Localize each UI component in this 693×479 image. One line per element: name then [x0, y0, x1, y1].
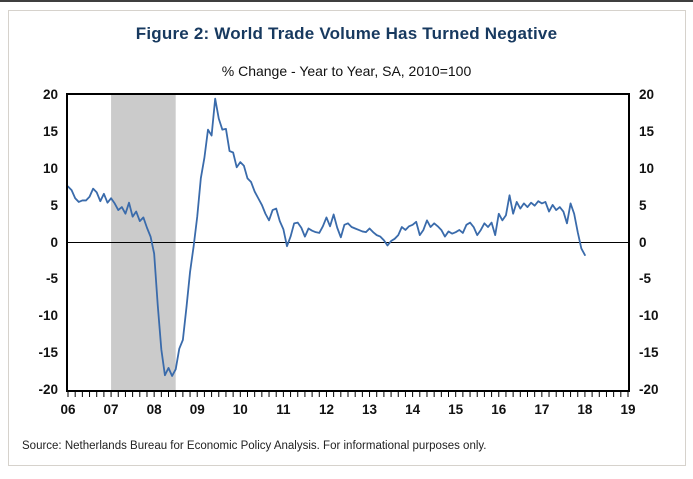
x-axis-label: 09 — [189, 402, 205, 417]
x-axis-label: 08 — [146, 402, 162, 417]
chart-plot-area — [68, 95, 628, 400]
x-axis-label: 14 — [405, 402, 421, 417]
x-axis-label: 12 — [318, 402, 334, 417]
x-axis-label: 07 — [103, 402, 119, 417]
x-axis-label: 13 — [362, 402, 378, 417]
y-axis-label: -15 — [38, 345, 58, 361]
y-axis-label: 5 — [50, 197, 58, 213]
chart-subtitle: % Change - Year to Year, SA, 2010=100 — [221, 63, 472, 79]
y-axis-label: -20 — [38, 382, 58, 397]
y-axis-label: -10 — [38, 308, 58, 324]
x-axis-label: 06 — [60, 402, 76, 417]
x-axis-label: 16 — [491, 402, 507, 417]
x-axis-label: 17 — [534, 402, 550, 417]
y-axis-label: 10 — [639, 160, 655, 176]
y-axis-label: 20 — [639, 87, 655, 102]
y-axis-label: -15 — [639, 345, 659, 361]
y-axis-label: 15 — [42, 123, 58, 139]
y-axis-label: 10 — [42, 160, 58, 176]
y-axis-label: -20 — [639, 382, 659, 397]
y-axis-label: -5 — [639, 271, 652, 287]
y-axis-label: 0 — [639, 234, 647, 250]
y-axis-label: 15 — [639, 123, 655, 139]
x-axis-label: 18 — [577, 402, 593, 417]
source-note: Source: Netherlands Bureau for Economic Policy Analysis. For informational purposes only. — [22, 440, 487, 452]
top-rule — [0, 0, 693, 2]
y-axis-label: 20 — [42, 87, 58, 102]
x-axis-label: 19 — [620, 402, 636, 417]
y-axis-label: -10 — [639, 308, 659, 324]
x-axis-label: 15 — [448, 402, 464, 417]
y-axis-label: 0 — [50, 234, 58, 250]
x-axis-label: 11 — [276, 402, 291, 417]
y-axis-label: 5 — [639, 197, 647, 213]
figure-title: Figure 2: World Trade Volume Has Turned Negative — [135, 24, 558, 43]
x-axis-label: 10 — [232, 402, 248, 417]
y-axis-label: -5 — [45, 271, 58, 287]
